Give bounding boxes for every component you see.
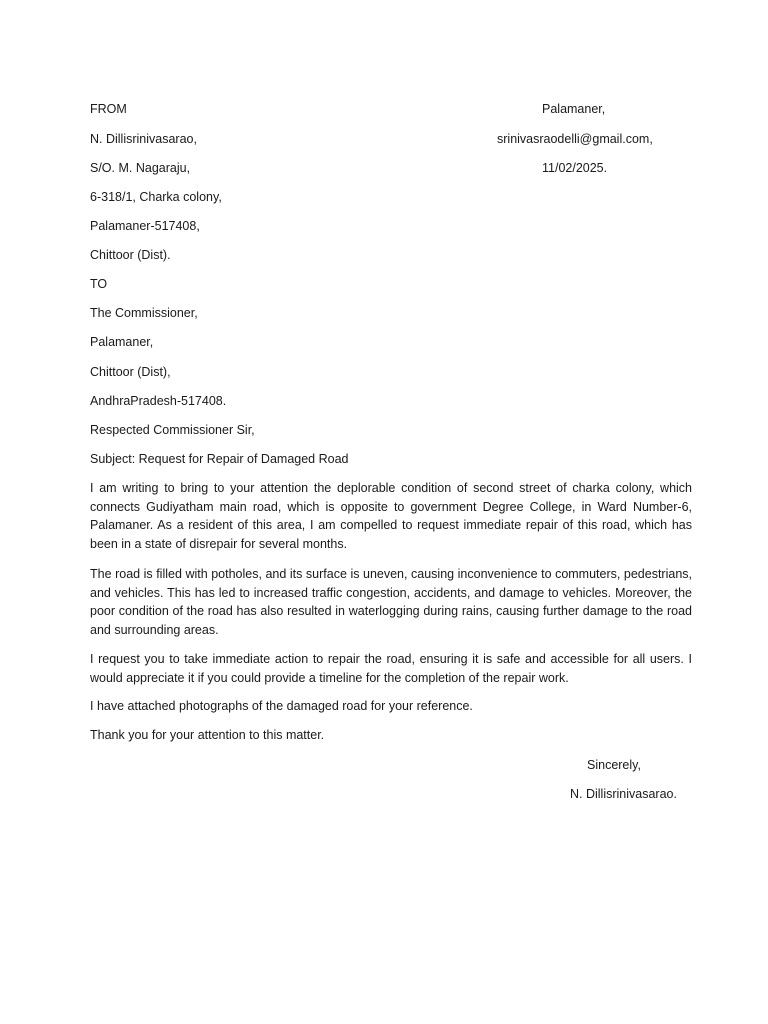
salutation: Respected Commissioner Sir, xyxy=(90,423,255,437)
from-city: Palamaner-517408, xyxy=(90,219,200,233)
to-city: Palamaner, xyxy=(90,335,154,349)
to-heading: TO xyxy=(90,277,108,291)
subject-line: Subject: Request for Repair of Damaged Road xyxy=(90,452,349,466)
signature-name: N. Dillisrinivasarao. xyxy=(570,787,677,801)
from-address: 6-318/1, Charka colony, xyxy=(90,190,222,204)
closing-sincerely: Sincerely, xyxy=(587,758,641,772)
email-line: srinivasraodelli@gmail.com, xyxy=(497,132,653,146)
from-heading: FROM xyxy=(90,102,127,116)
to-title: The Commissioner, xyxy=(90,306,198,320)
from-relation: S/O. M. Nagaraju, xyxy=(90,161,191,175)
date-line: 11/02/2025. xyxy=(542,161,608,175)
body-paragraph-1: I am writing to bring to your attention the deplorable condition of second street of charka colony, which connects Gudiyatham main road, which is opposite to government Degree College, in Ward Number-6, Palamaner. As a resident of this area, I am compelled to request immediate repair of this road, which has been in a state of disrepair for several months. xyxy=(90,481,692,551)
to-state: AndhraPradesh-517408. xyxy=(90,394,227,408)
body-paragraph-2: The road is filled with potholes, and its surface is uneven, causing inconvenience to commuters, pedestrians, and vehicles. This has led to increased traffic congestion, accidents, and damage to vehicles. Moreover, the poor condition of the road has also resulted in waterlogging during rains, causing further damage to the road and surrounding areas. xyxy=(90,567,692,637)
body-paragraph-5: Thank you for your attention to this matter. xyxy=(90,728,325,742)
to-district: Chittoor (Dist), xyxy=(90,365,171,379)
from-name: N. Dillisrinivasarao, xyxy=(90,132,197,146)
place-line: Palamaner, xyxy=(542,102,606,116)
body-paragraph-3: I request you to take immediate action to repair the road, ensuring it is safe and accessible for all users. I would appreciate it if you could provide a timeline for the completion of the repair work. xyxy=(90,652,692,685)
body-paragraph-4: I have attached photographs of the damaged road for your reference. xyxy=(90,699,473,713)
from-district: Chittoor (Dist). xyxy=(90,248,171,262)
